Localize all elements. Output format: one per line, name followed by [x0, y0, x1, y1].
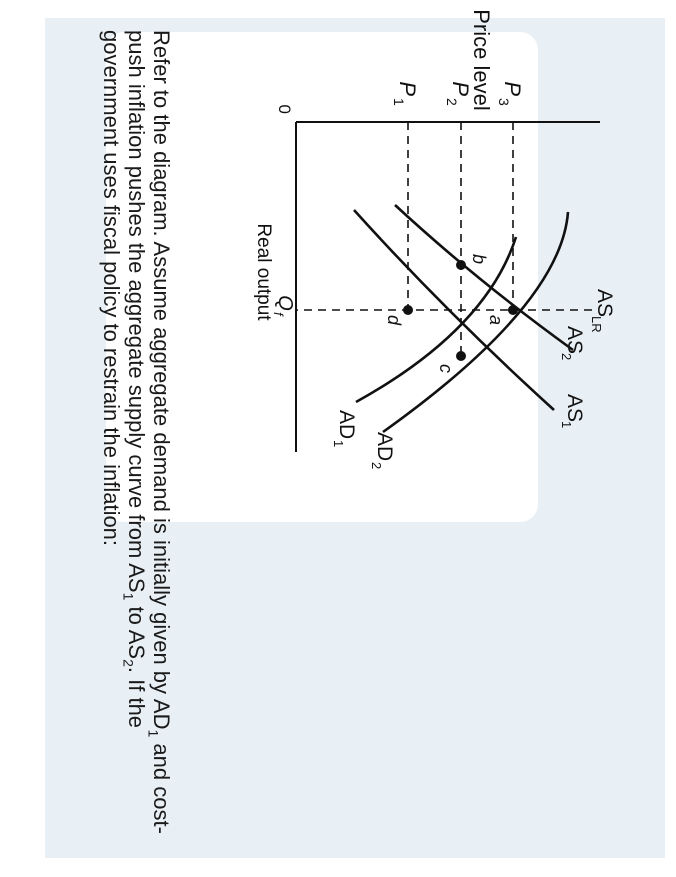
point-a — [508, 305, 518, 315]
as-lr-label — [589, 289, 616, 333]
svg-text:AS: AS — [563, 394, 586, 423]
svg-text:LR: LR — [589, 316, 604, 333]
svg-text:AS: AS — [593, 289, 616, 318]
svg-text:f: f — [271, 312, 286, 316]
svg-text:P: P — [448, 81, 473, 96]
point-b-label: b — [469, 254, 489, 265]
svg-text:2: 2 — [369, 462, 384, 470]
ad2-label — [369, 432, 396, 469]
point-a-label: a — [486, 315, 506, 326]
as2-label — [559, 326, 586, 360]
point-c-label: c — [436, 364, 456, 373]
point-d — [403, 305, 413, 315]
point-d-label: d — [384, 315, 404, 326]
as1-label — [559, 394, 586, 428]
svg-text:1: 1 — [559, 421, 574, 429]
qf-label — [271, 295, 296, 317]
y-axis-label: Price level — [469, 9, 494, 111]
as1-curve — [354, 210, 554, 410]
svg-text:AD: AD — [335, 410, 358, 440]
p3-label — [496, 81, 525, 106]
as2-curve — [395, 205, 573, 350]
point-b — [456, 260, 466, 270]
point-c — [456, 351, 466, 361]
x-axis-label: Real output — [253, 223, 274, 321]
svg-text:2: 2 — [444, 98, 460, 106]
svg-text:1: 1 — [391, 98, 407, 106]
svg-text:AD: AD — [373, 432, 396, 462]
origin-label: 0 — [275, 104, 294, 114]
svg-text:2: 2 — [559, 353, 574, 361]
svg-text:1: 1 — [331, 440, 346, 448]
svg-text:P: P — [395, 81, 420, 96]
svg-text:AS: AS — [563, 326, 586, 355]
svg-text:P: P — [500, 81, 525, 96]
svg-text:Q: Q — [274, 295, 296, 311]
question-text: Refer to the diagram. Assume aggregate demand is initially given by $AD_1$ and cost-push inflation pushes the aggregate supply curve from $AS_1$ to $AS_2$. If the government uses fiscal policy to restrain the inflation: — [99, 30, 174, 834]
p1-label — [391, 81, 420, 106]
svg-text:3: 3 — [496, 98, 512, 106]
ad1-label — [331, 410, 358, 447]
